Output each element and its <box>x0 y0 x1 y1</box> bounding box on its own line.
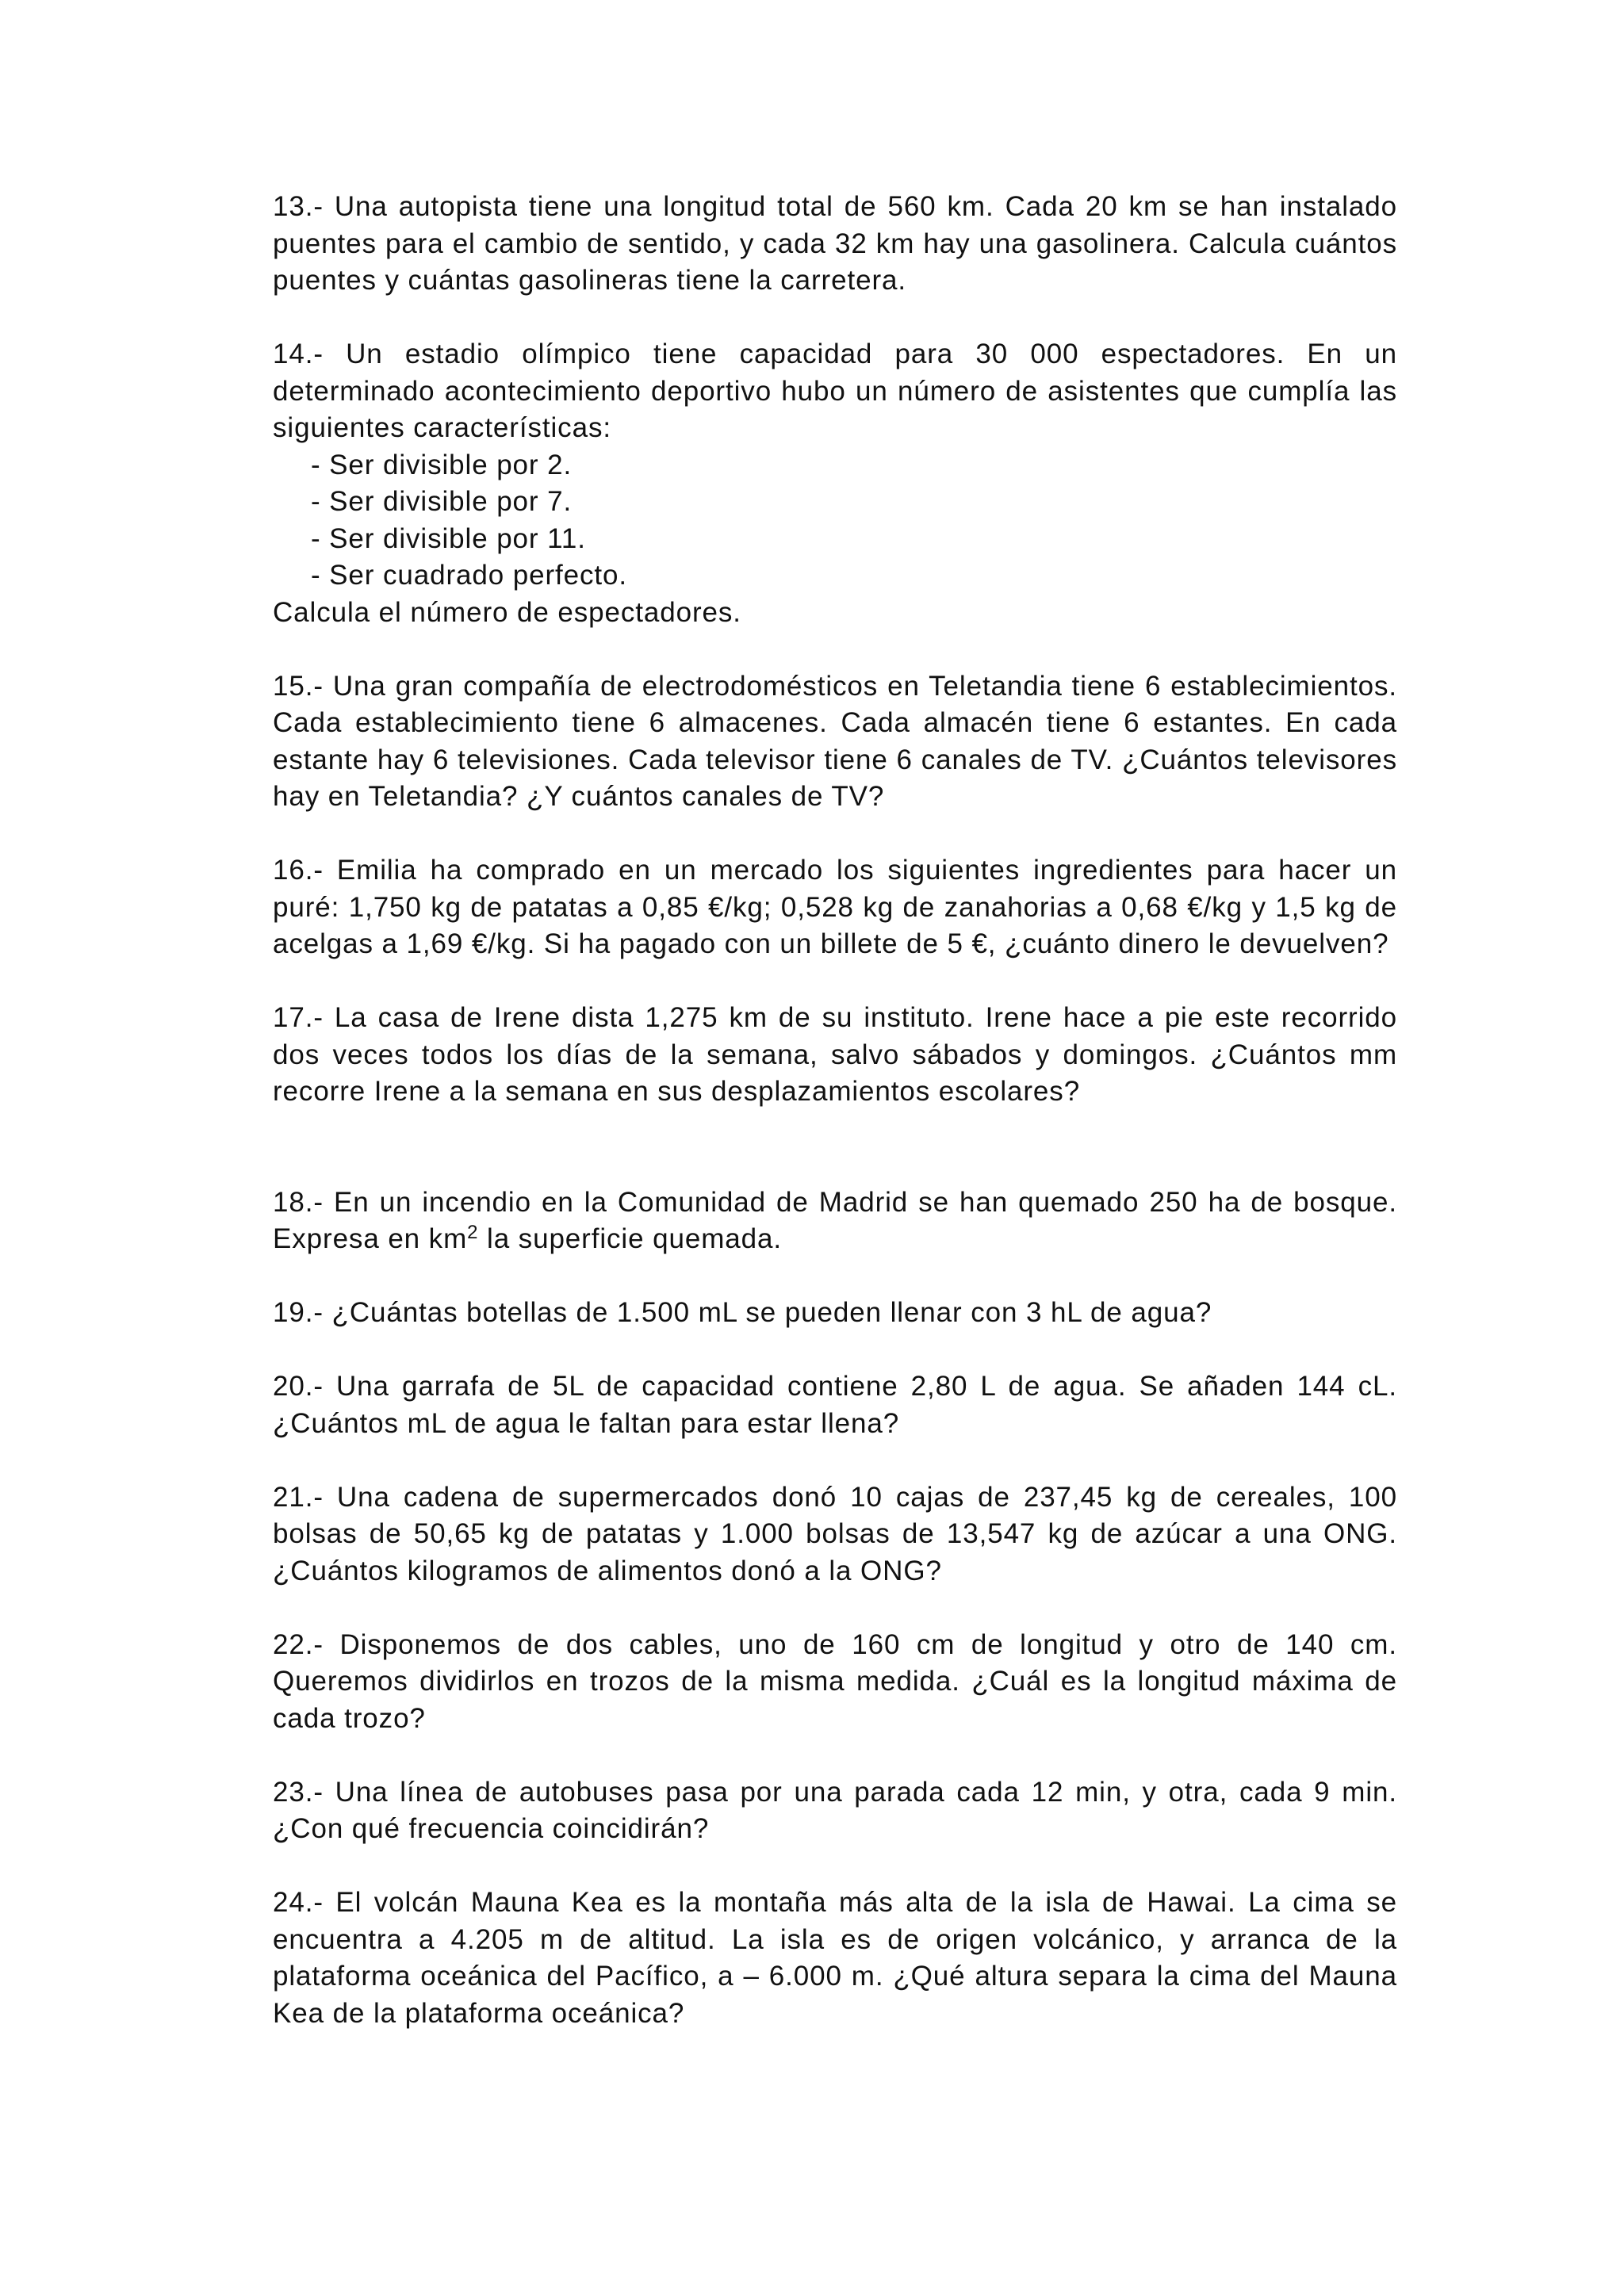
document-page <box>273 189 1397 2069</box>
problem-text: 14.- Un estadio olímpico tiene capacidad para 30 000 espectadores. En un determinado acontecimiento deportivo hubo un número de asistentes que cumplía las siguientes características: <box>273 339 1397 443</box>
problem-text: 23.- Una línea de autobuses pasa por una parada cada 12 min, y otra, cada 9 min. ¿Con qué frecuencia coincidirán? <box>273 1776 1397 1844</box>
problem-text: 24.- El volcán Mauna Kea es la montaña más alta de la isla de Hawai. La cima se encuentra a 4.205 m de altitud. La isla es de origen volcánico, y arranca de la plataforma oceánica del Pacífico, a – 6.000 m. ¿Qué altura separa la cima del Mauna Kea de la plataforma oceánica? <box>273 1887 1397 2029</box>
condition-list <box>273 447 1397 595</box>
problem-17 <box>273 1000 1397 1111</box>
problem-text: 22.- Disponemos de dos cables, uno de 160 cm de longitud y otro de 140 cm. Queremos dividirlos en trozos de la misma medida. ¿Cuál es la longitud máxima de cada trozo? <box>273 1628 1397 1734</box>
problem-16 <box>273 852 1397 963</box>
condition-item: - Ser divisible por 2. <box>311 449 573 480</box>
problem-20 <box>273 1368 1397 1442</box>
problem-closing: Calcula el número de espectadores. <box>273 596 741 628</box>
problem-14 <box>273 336 1397 631</box>
problem-text: 21.- Una cadena de supermercados donó 10 cajas de 237,45 kg de cereales, 100 bolsas de 50,65 kg de patatas y 1.000 bolsas de 13,547 kg de azúcar a una ONG. ¿Cuántos kilogramos de alimentos donó a la ONG? <box>273 1481 1397 1586</box>
problem-text: 13.- Una autopista tiene una longitud total de 560 km. Cada 20 km se han instalado puentes para el cambio de sentido, y cada 32 km hay una gasolinera. Calcula cuántos puentes y cuántas gasolineras tiene la carretera. <box>273 191 1397 296</box>
problem-text: 16.- Emilia ha comprado en un mercado los siguientes ingredientes para hacer un puré: 1,750 kg de patatas a 0,85 €/kg; 0,528 kg de zanahorias a 0,68 €/kg y 1,5 kg de acelgas a 1,69 €/kg. Si ha pagado con un billete de 5 €, ¿cuánto dinero le devuelven? <box>273 855 1397 959</box>
problem-text: 17.- La casa de Irene dista 1,275 km de su instituto. Irene hace a pie este recorrido dos veces todos los días de la semana, salvo sábados y domingos. ¿Cuántos mm recorre Irene a la semana en sus desplazamientos escolares? <box>273 1002 1397 1107</box>
problem-text-before: 18.- En un incendio en la Comunidad de Madrid se han quemado 250 ha de bosque. Expresa en km <box>273 1186 1397 1254</box>
problem-text: 20.- Una garrafa de 5L de capacidad contiene 2,80 L de agua. Se añaden 144 cL. ¿Cuántos mL de agua le faltan para estar llena? <box>273 1371 1397 1439</box>
problem-18 <box>273 1184 1397 1258</box>
problem-23 <box>273 1774 1397 1848</box>
problem-24 <box>273 1885 1397 2032</box>
problem-19 <box>273 1295 1397 1332</box>
problem-15 <box>273 668 1397 816</box>
superscript: 2 <box>467 1222 479 1243</box>
condition-item: - Ser divisible por 11. <box>311 522 586 554</box>
condition-item: - Ser cuadrado perfecto. <box>311 560 628 591</box>
problem-text <box>273 1184 1397 1258</box>
problem-21 <box>273 1479 1397 1590</box>
problem-13 <box>273 189 1397 300</box>
problem-text: 19.- ¿Cuántas botellas de 1.500 mL se pueden llenar con 3 hL de agua? <box>273 1297 1212 1328</box>
condition-item: - Ser divisible por 7. <box>311 486 573 517</box>
problem-text-after: la superficie quemada. <box>478 1223 782 1254</box>
problem-22 <box>273 1627 1397 1738</box>
problem-text: 15.- Una gran compañía de electrodomésticos en Teletandia tiene 6 establecimientos. Cada establecimiento tiene 6 almacenes. Cada almacén tiene 6 estantes. En cada estante hay 6 televisiones. Cada televisor tiene 6 canales de TV. ¿Cuántos televisores hay en Teletandia? ¿Y cuántos canales de TV? <box>273 670 1397 812</box>
